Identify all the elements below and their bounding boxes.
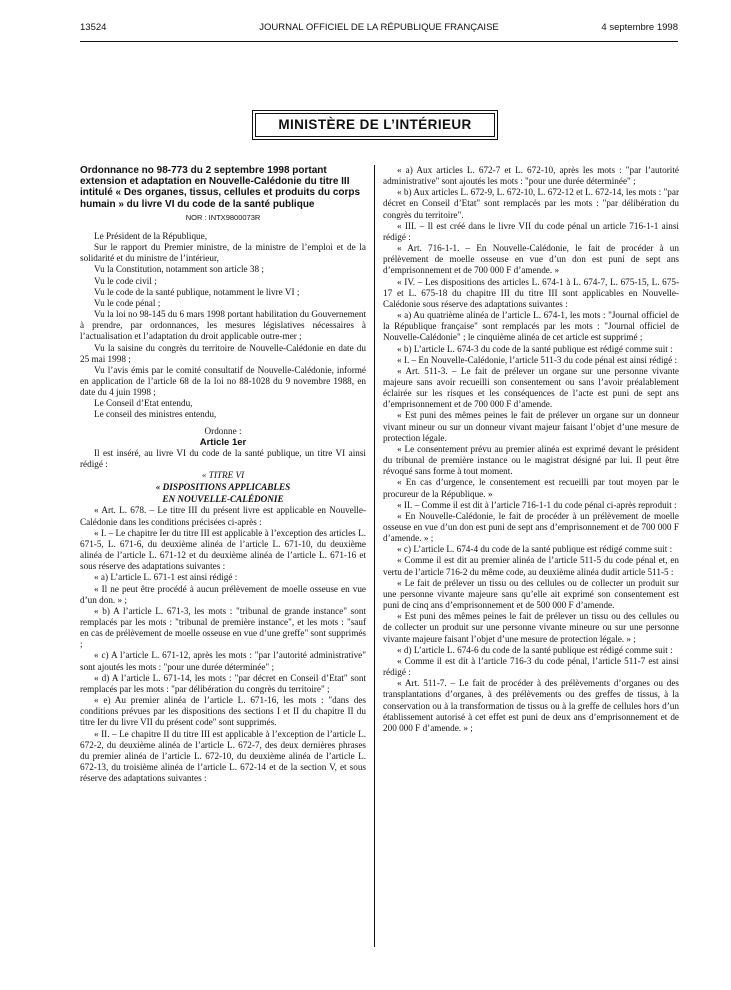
body-paragraph: « I. – Le chapitre Ier du titre III est applicable à l’exception des articles L. 671-5, L. 671-6, du deuxième alinéa de l’article L. 671-10, du deuxième alinéa de l’article L. 671-12 et du deuxième alinéa de l’article L. 671-16 et sous réserve des adaptations suivantes : [80,527,366,572]
preamble-line: Vu la saisine du congrès du territoire de Nouvelle-Calédonie en date du 25 mai 1998 ; [80,342,366,364]
body-paragraph: « Comme il est dit au premier alinéa de l’article 511-5 du code pénal et, en vertu de l’article 716-2 du même code, au deuxième alinéa dudit article 511-5 : [383,555,679,577]
body-paragraph: « b) A l’article L. 671-3, les mots : "tribunal de grande instance" sont remplacés par les mots : "tribunal de première instance", et les mots : "sauf en cas de prélèvement de moelle osseuse en vue d’une greffe" sont supprimés ; [80,605,366,650]
body-paragraph: « a) L’article L. 671-1 est ainsi rédigé : [94,572,238,583]
publication-date: 4 septembre 1998 [601,22,678,33]
body-paragraph: « Art. 511-3. – Le fait de prélever un organe sur une personne vivante majeure sans avoir recueilli son consentement ou sans l’avoir préalablement éclairée sur les risques et les conséquences de l’acte est puni de sept ans d’emprisonnement et de 700 000 F d’amende. [383,365,679,410]
dispositions-heading: « DISPOSITIONS APPLICABLES [155,482,291,493]
preamble-line: Vu le code de la santé publique, notamment le livre VI ; [94,286,300,297]
body-paragraph: « a) Au quatrième alinéa de l’article L. 674-1, les mots : "Journal officiel de la République française" sont remplacés par les mots : "Journal officiel de Nouvelle-Calédonie" ; le cinquième alinéa de cet article est supprimé ; [383,310,679,343]
preamble-line: Le conseil des ministres entendu, [94,409,217,420]
body-paragraph: « II. – Comme il est dit à l’article 716-1-1 du code pénal ci-après reproduit : [397,499,677,510]
ministry-box: MINISTÈRE DE L’INTÉRIEUR [255,113,495,137]
body-paragraph: « II. – Le chapitre II du titre III est applicable à l’exception de l’article L. 672-2, du deuxième alinéa de l’article L. 672-7, des deux dernières phrases du premier alinéa de l’article L. 672-10, du deuxième alinéa de l’article L. 672-13, du troisième alinéa de l’article L. 672-14 et de la section V, et sous réserve des adaptations suivantes : [80,728,366,784]
titre-heading: « TITRE VI [201,470,245,481]
body-paragraph: « Art. 716-1-1. – En Nouvelle-Calédonie, le fait de procéder à un prélèvement de moelle osseuse en vue d’un don est puni de sept ans d’emprisonnement et de 700 000 F d’amende. » [383,243,679,276]
body-paragraph: « En cas d’urgence, le consentement est recueilli par tout moyen par le procureur de la République. » [383,477,679,499]
preamble-line: Vu la Constitution, notamment son article 38 ; [94,264,264,275]
body-paragraph: « e) Au premier alinéa de l’article L. 671-16, les mots : "dans des conditions prévues par les dispositions des sections I et II du chapitre II du titre Ier du livre VII du présent code" sont supprimés. [80,695,366,728]
body-paragraph: « Le fait de prélever un tissu ou des cellules ou de collecter un produit sur une personne vivante majeure sans qu’elle ait exprimé son consentement est puni de cinq ans d’emprisonnement et de 500 000 F d’amende. [383,577,679,611]
body-paragraph: « Le consentement prévu au premier alinéa est exprimé devant le président du tribunal de première instance ou le magistrat désigné par lui. Il peut être révoqué sans forme à tout moment. [383,443,679,477]
body-paragraph: « Est puni des mêmes peines le fait de prélever un tissu ou des cellules ou de collecter un produit sur une personne vivante mineure ou sur une personne vivante majeure faisant l’objet d’une mesure de protection légale. » ; [383,611,679,644]
header-rule [80,41,678,42]
preamble-line: Vu l’avis émis par le comité consultatif de Nouvelle-Calédonie, informé en application de l’article 68 de la loi no 88-1028 du 9 novembre 1988, en date du 4 juin 1998 ; [80,364,366,398]
preamble-line: Le Conseil d’Etat entendu, [94,398,193,409]
ordonne-line: Ordonne : [204,425,242,436]
article-heading: Article 1er [199,436,247,448]
body-paragraph: « a) Aux articles L. 672-7 et L. 672-10, après les mots : "par l’autorité administrative" sont ajoutés les mots : "pour une durée déterminée" ; [383,165,679,187]
body-paragraph: « Est puni des mêmes peines le fait de prélever un organe sur un donneur vivant mineur ou sur un donneur vivant majeur faisant l’objet d’une mesure de protection légale. [383,410,679,443]
body-paragraph: « Comme il est dit à l’article 716-3 du code pénal, l’article 511-7 est ainsi rédigé : [383,655,679,678]
preamble-line: Le Président de la République, [94,230,208,241]
right-column [383,165,679,734]
left-column [80,165,366,784]
preamble-line: Vu la loi no 98-145 du 6 mars 1998 portant habilitation du Gouvernement à prendre, par ordonnances, les mesures législatives nécessaires à l’actualisation et l’adaptation du droit applicable outre-mer ; [80,309,366,342]
journal-title: JOURNAL OFFICIEL DE LA RÉPUBLIQUE FRANÇAISE [259,22,499,33]
body-paragraph: « b) L’article L. 674-3 du code de la santé publique est rédigé comme suit : [397,343,673,354]
page-number: 13524 [80,22,107,33]
body-paragraph: « III. – Il est créé dans le livre VII du code pénal un article 716-1-1 ainsi rédigé : [383,220,679,242]
body-paragraph: « Art. L. 678. – Le titre III du présent livre est applicable en Nouvelle-Calédonie dans les conditions précisées ci-après : [80,505,366,527]
body-paragraph: « IV. – Les dispositions des articles L. 674-1 à L. 674-7, L. 675-15, L. 675-17 et L. 675-18 du chapitre III du titre III sont applicables en Nouvelle-Calédonie sous réserve des adaptations suivantes : [383,276,679,309]
nor-reference: NOR : INTX9800073R [185,212,261,222]
body-paragraph: « c) L’article L. 674-4 du code de la santé publique est rédigé comme suit : [397,544,673,555]
body-paragraph: « d) A l’article L. 671-14, les mots : "par décret en Conseil d’Etat" sont remplacés par les mots : "par délibération du congrès du territoire" ; [80,672,366,694]
dispositions-heading-2: EN NOUVELLE-CALÉDONIE [162,494,284,505]
body-paragraph: « c) A l’article L. 671-12, après les mots : "par l’autorité administrative" sont ajoutés les mots : "pour une durée déterminée" ; [80,650,366,672]
article-text: Il est inséré, au livre VI du code de la santé publique, un titre VI ainsi rédigé : [80,447,366,470]
page-header [80,22,678,36]
ordonnance-title: Ordonnance no 98-773 du 2 septembre 1998 portant extension et adaptation en Nouvelle-Calédonie du titre III intitulé « Des organes, tissus, cellules et produits du corps humain » du livre VI du code de la santé publique [80,165,361,210]
body-paragraph: « b) Aux articles L. 672-9, L. 672-10, L. 672-12 et L. 672-14, les mots : "par décret en Conseil d’Etat" sont remplacés par les mots : "par délibération du congrès du territoire". [383,187,679,220]
body-paragraph: « En Nouvelle-Calédonie, le fait de procéder à un prélèvement de moelle osseuse en vue d’un don est puni de sept ans d’emprisonnement et de 700 000 F d’amende. » ; [383,510,679,544]
body-paragraph: « d) L’article L. 674-6 du code de la santé publique est rédigé comme suit : [397,644,673,655]
preamble-line: Vu le code civil ; [94,275,157,286]
preamble-line: Vu le code pénal ; [94,297,161,308]
preamble-line: Sur le rapport du Premier ministre, de la ministre de l’emploi et de la solidarité et du ministre de l’intérieur, [80,242,366,264]
body-paragraph: « I. – En Nouvelle-Calédonie, l’article 511-3 du code pénal est ainsi rédigé : [397,354,678,365]
body-paragraph: « Il ne peut être procédé à aucun prélèvement de moelle osseuse en vue d’un don. » ; [80,583,366,605]
body-paragraph: « Art. 511-7. – Le fait de procéder à des prélèvements d’organes ou des transplantations d’organes, à des prélèvements ou des greffes de tissus, à la conservation ou à la transformation de tissus ou à la greffe de cellules hors d’un établissement autorisé à cet effet est puni de deux ans d’emprisonnement et de 200 000 F d’amende. » ; [383,678,679,733]
column-divider [374,165,375,947]
